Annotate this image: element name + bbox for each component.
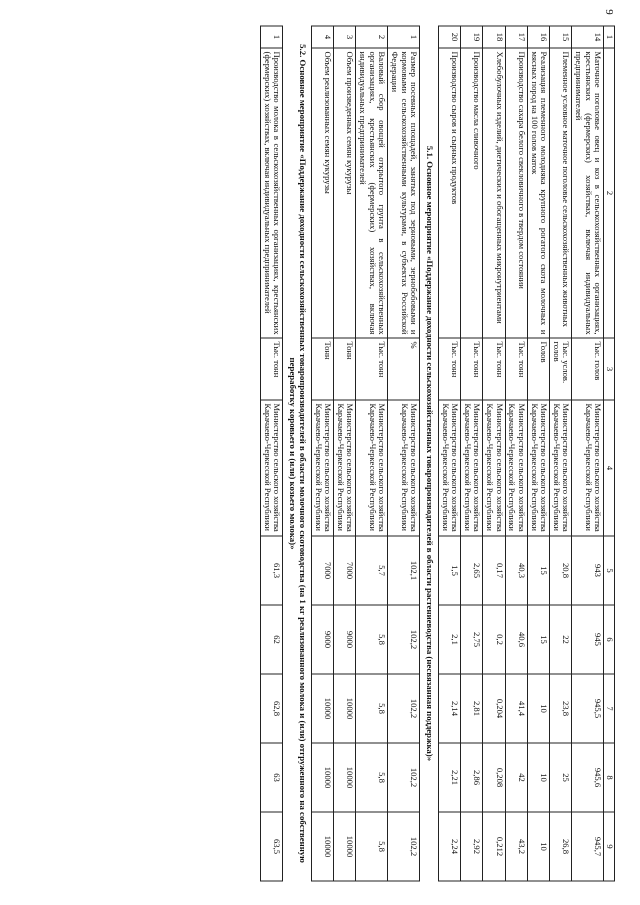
value-cell: 63,5 (260, 812, 282, 881)
value-cell: 22 (550, 605, 572, 674)
value-cell: 25 (550, 743, 572, 812)
value-cell: 0,212 (483, 812, 505, 881)
unit-cell: Тыс. голов (572, 338, 604, 400)
table-row (461, 26, 483, 881)
responsible-org-cell: Министерство сельского хозяйства Карачаево-Черкесской Республики (439, 400, 461, 536)
responsible-org-cell: Министерство сельского хозяйства Карачаево-Черкесской Республики (483, 400, 505, 536)
responsible-org-cell: Министерство сельского хозяйства Карачаево-Черкесской Республики (528, 400, 550, 536)
row-number-cell: 3 (334, 26, 356, 48)
value-cell: 945 (572, 605, 604, 674)
value-cell: 943 (572, 536, 604, 605)
indicator-name-cell: Маточное поголовье овец и коз в сельскохозяйственных организациях, крестьянских (фермерских) хозяйствах, включая индивидуальных предпринимателей (572, 48, 604, 338)
responsible-org-cell: Министерство сельского хозяйства Карачаево-Черкесской Республики (356, 400, 388, 536)
unit-cell: Тыс. тонн (356, 338, 388, 400)
value-cell: 41,4 (505, 674, 527, 743)
unit-cell: Тыс. услов. голов (550, 338, 572, 400)
indicator-name-cell: Объем произведенных семян кукурузы (334, 48, 356, 338)
table-row (260, 26, 282, 881)
value-cell: 2,86 (461, 743, 483, 812)
value-cell: 10 (528, 812, 550, 881)
table-row (528, 26, 550, 881)
header-row (604, 26, 615, 881)
value-cell: 9000 (311, 605, 333, 674)
value-cell: 1,5 (439, 536, 461, 605)
value-cell: 5,8 (356, 605, 388, 674)
indicator-name-cell: Производство масла сливочного (461, 48, 483, 338)
value-cell: 7000 (334, 536, 356, 605)
indicator-name-cell: Производство сахара белого свекловичного в твердом состоянии (505, 48, 527, 338)
value-cell: 945,5 (572, 674, 604, 743)
indicator-name-cell: Производство молока в сельскохозяйственных организациях, крестьянских (фермерских) хозяйствах, включая индивидуальных предпринимателей (260, 48, 282, 338)
value-cell: 26,8 (550, 812, 572, 881)
unit-cell: Тонн (334, 338, 356, 400)
value-cell: 0,208 (483, 743, 505, 812)
table-row (334, 26, 356, 881)
value-cell: 2,92 (461, 812, 483, 881)
value-cell: 10000 (311, 812, 333, 881)
value-cell: 40,3 (505, 536, 527, 605)
value-cell: 10000 (334, 812, 356, 881)
value-cell: 102,1 (388, 536, 420, 605)
table-row (439, 26, 461, 881)
indicator-name-cell: Племенное условное маточное поголовье сельскохозяйственных животных (550, 48, 572, 338)
row-number-cell: 16 (528, 26, 550, 48)
row-number-cell: 17 (505, 26, 527, 48)
value-cell: 7000 (311, 536, 333, 605)
value-cell: 10000 (311, 674, 333, 743)
value-cell: 10 (528, 674, 550, 743)
section-heading: 5.2. Основное мероприятие «Поддержание доходности сельскохозяйственных товаропроизводителей в области молочного скотоводства (на 1 кг реализованного молока и (или) отгруженного на собственную переработку коровьего и (или) козьего молока)» (283, 26, 312, 881)
value-cell: 5,7 (356, 536, 388, 605)
header-cell: 2 (604, 48, 615, 338)
value-cell: 43,2 (505, 812, 527, 881)
value-cell: 0,17 (483, 536, 505, 605)
value-cell: 2,1 (439, 605, 461, 674)
section-heading: 5.1. Основное мероприятие «Поддержание доходности сельскохозяйственных товаропроизводителей в области растениеводства (несвязанная поддержка)» (420, 26, 439, 881)
unit-cell: Голов (528, 338, 550, 400)
header-cell: 1 (604, 26, 615, 48)
value-cell: 61,3 (260, 536, 282, 605)
value-cell: 42 (505, 743, 527, 812)
indicator-name-cell: Валовый сбор овощей открытого грунта в сельскохозяйственных организациях, крестьянских (фермерских) хозяйствах, включая индивидуальных предпринимателей (356, 48, 388, 338)
row-number-cell: 1 (388, 26, 420, 48)
value-cell: 5,8 (356, 674, 388, 743)
value-cell: 5,8 (356, 812, 388, 881)
value-cell: 0,2 (483, 605, 505, 674)
value-cell: 945,6 (572, 743, 604, 812)
responsible-org-cell: Министерство сельского хозяйства Карачаево-Черкесской Республики (334, 400, 356, 536)
unit-cell: Тыс. тонн (461, 338, 483, 400)
indicators-table (260, 25, 615, 881)
unit-cell: Тонн (311, 338, 333, 400)
table-row (572, 26, 604, 881)
value-cell: 102,2 (388, 743, 420, 812)
rotated-table-sheet (25, 25, 615, 880)
value-cell: 2,21 (439, 743, 461, 812)
table-row (388, 26, 420, 881)
table-row (505, 26, 527, 881)
value-cell: 62 (260, 605, 282, 674)
value-cell: 10000 (334, 743, 356, 812)
section-heading-row (283, 26, 312, 881)
value-cell: 15 (528, 536, 550, 605)
unit-cell: Тыс. тонн (260, 338, 282, 400)
row-number-cell: 14 (572, 26, 604, 48)
value-cell: 2,75 (461, 605, 483, 674)
table-row (483, 26, 505, 881)
value-cell: 102,2 (388, 812, 420, 881)
row-number-cell: 19 (461, 26, 483, 48)
header-cell: 8 (604, 743, 615, 812)
indicator-name-cell: Размер посевных площадей, занятых под зерновыми, зернобобовыми и кормовыми сельскохозяйственными культурами, в субъектах Российской Федерации (388, 48, 420, 338)
responsible-org-cell: Министерство сельского хозяйства Карачаево-Черкесской Республики (311, 400, 333, 536)
responsible-org-cell: Министерство сельского хозяйства Карачаево-Черкесской Республики (505, 400, 527, 536)
table-row (311, 26, 333, 881)
value-cell: 2,65 (461, 536, 483, 605)
row-number-cell: 18 (483, 26, 505, 48)
table-row (356, 26, 388, 881)
responsible-org-cell: Министерство сельского хозяйства Карачаево-Черкесской Республики (572, 400, 604, 536)
value-cell: 15 (528, 605, 550, 674)
unit-cell: Тыс. тонн (505, 338, 527, 400)
responsible-org-cell: Министерство сельского хозяйства Карачаево-Черкесской Республики (260, 400, 282, 536)
responsible-org-cell: Министерство сельского хозяйства Карачаево-Черкесской Республики (461, 400, 483, 536)
value-cell: 102,2 (388, 605, 420, 674)
value-cell: 2,14 (439, 674, 461, 743)
row-number-cell: 1 (260, 26, 282, 48)
indicator-name-cell: Хлебобулочных изделий, диетических и обогащенных микронутриентами (483, 48, 505, 338)
value-cell: 0,204 (483, 674, 505, 743)
value-cell: 10000 (311, 743, 333, 812)
value-cell: 63 (260, 743, 282, 812)
value-cell: 2,81 (461, 674, 483, 743)
header-cell: 5 (604, 536, 615, 605)
row-number-cell: 4 (311, 26, 333, 48)
page-number: 9 (602, 9, 615, 15)
unit-cell: % (388, 338, 420, 400)
value-cell: 102,2 (388, 674, 420, 743)
value-cell: 40,6 (505, 605, 527, 674)
table-row (550, 26, 572, 881)
header-cell: 9 (604, 812, 615, 881)
value-cell: 5,8 (356, 743, 388, 812)
value-cell: 10 (528, 743, 550, 812)
value-cell: 945,7 (572, 812, 604, 881)
row-number-cell: 20 (439, 26, 461, 48)
responsible-org-cell: Министерство сельского хозяйства Карачаево-Черкесской Республики (550, 400, 572, 536)
value-cell: 10000 (334, 674, 356, 743)
value-cell: 2,24 (439, 812, 461, 881)
unit-cell: Тыс. тонн (483, 338, 505, 400)
responsible-org-cell: Министерство сельского хозяйства Карачаево-Черкесской Республики (388, 400, 420, 536)
header-cell: 4 (604, 400, 615, 536)
value-cell: 9000 (334, 605, 356, 674)
value-cell: 62,8 (260, 674, 282, 743)
section-heading-row (420, 26, 439, 881)
indicator-name-cell: Реализация племенного молодняка крупного рогатого скота молочных и мясных пород на 100 голов маток (528, 48, 550, 338)
value-cell: 20,8 (550, 536, 572, 605)
unit-cell: Тыс. тонн (439, 338, 461, 400)
indicator-name-cell: Производство сыров и сырных продуктов (439, 48, 461, 338)
row-number-cell: 2 (356, 26, 388, 48)
header-cell: 7 (604, 674, 615, 743)
value-cell: 23,8 (550, 674, 572, 743)
header-cell: 6 (604, 605, 615, 674)
header-cell: 3 (604, 338, 615, 400)
indicator-name-cell: Объем реализованных семян кукурузы (311, 48, 333, 338)
row-number-cell: 15 (550, 26, 572, 48)
